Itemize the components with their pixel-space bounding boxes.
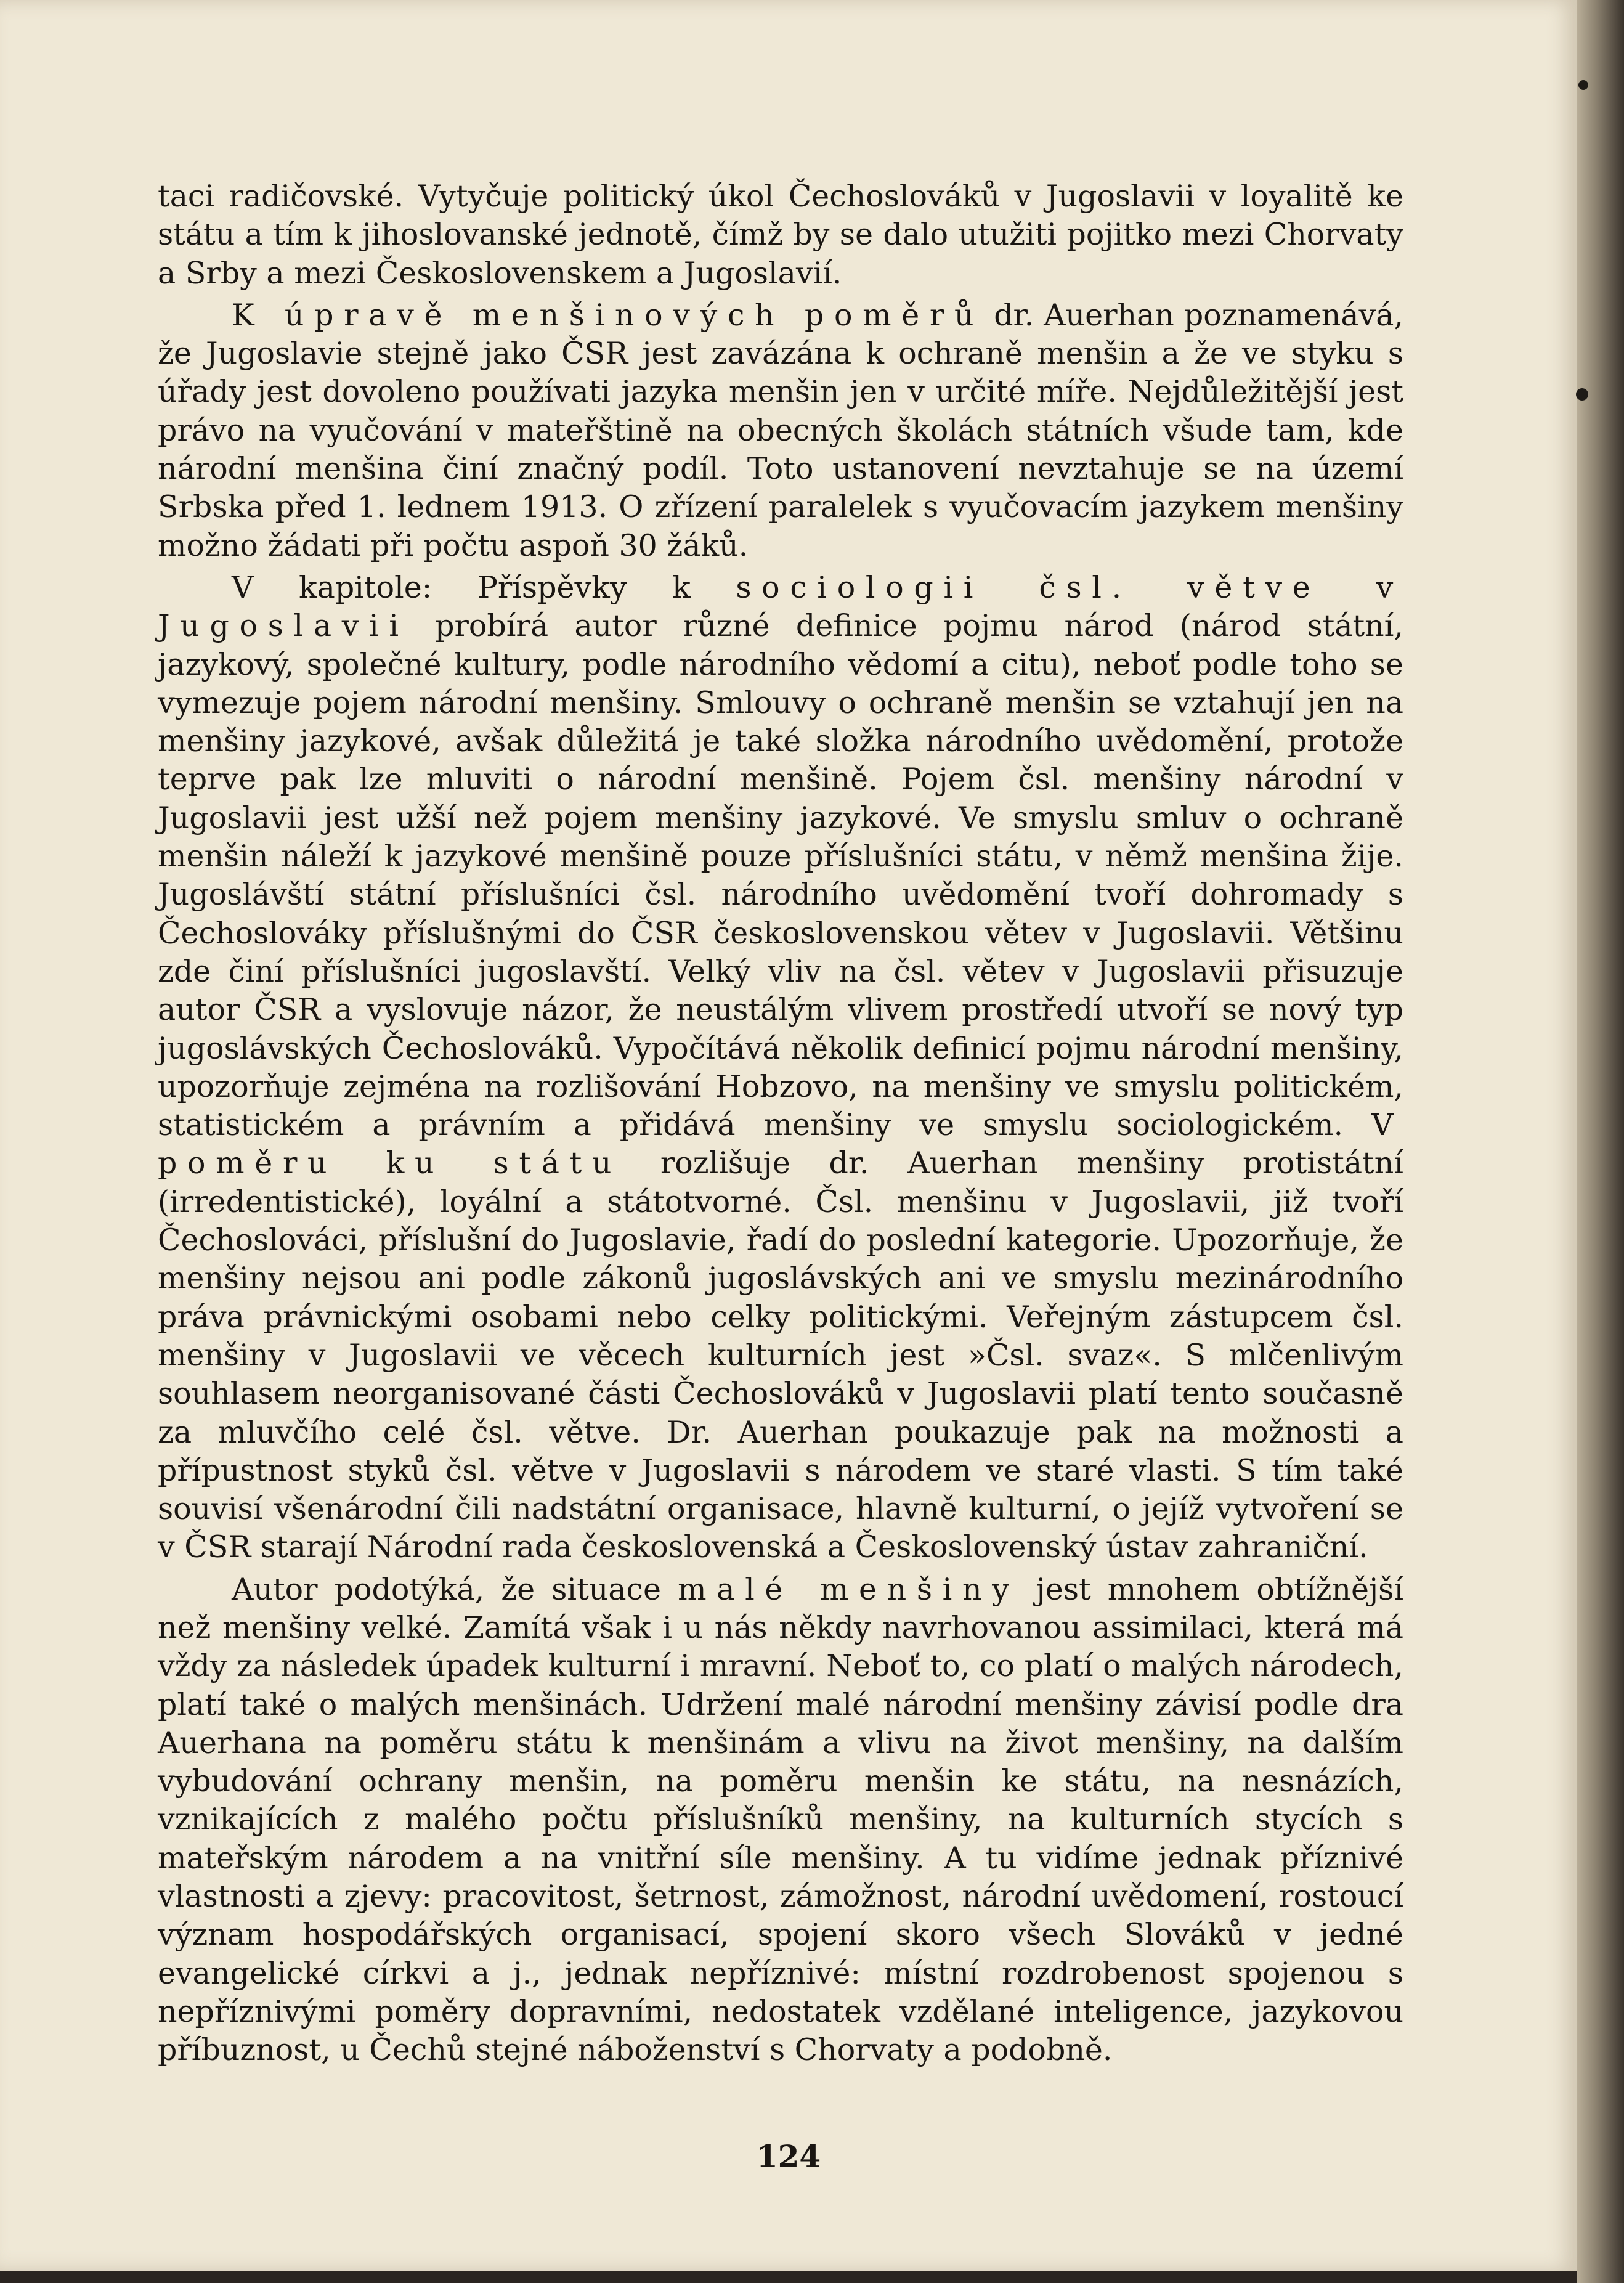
paragraph-minority-relations: [158, 296, 1403, 565]
emphasized-spaced-text: malé menšiny: [678, 1571, 1020, 1607]
text-segment: V kapitole: Příspěvky k: [232, 569, 736, 605]
text-segment: dr. Auerhan poznamenává, že Jugoslavie stejně jako ČSR jest zavázána k ochraně menšin a že ve styku s úřady jest dovoleno používati jazyka menšin jen v určité míře. Nejdůležitější jest právo na vyučování v mateřštině na obecných školách státních všude tam, kde národní menšina činí značný podíl. Toto ustanovení nevztahuje se na území Srbska před 1. lednem 1913. O zřízení paralelek s vyučovacím jazykem menšiny možno žádati při počtu aspoň 30 žáků.: [158, 297, 1403, 563]
book-spine-edge: [1577, 0, 1624, 2283]
emphasized-spaced-text: V poměru ku státu: [158, 1107, 1403, 1181]
page-number: 124: [756, 2138, 821, 2175]
text-segment: jest mnohem obtížnější než menšiny velké. Zamítá však i u nás někdy navrhovanou assimilaci, která má vždy za následek úpadek kulturní i mravní. Neboť to, co platí o malých národech, platí také o malých menšinách. Udržení malé národní menšiny závisí podle dra Auerhana na poměru státu k menšinám a vlivu na život menšiny, na dalším vybudování ochrany menšin, na poměru menšin ke státu, na nesnázích, vznikajících z malého počtu příslušníků menšiny, na kulturních stycích s mateřským národem a na vnitřní síle menšiny. A tu vidíme jednak příznivé vlastnosti a zjevy: pracovitost, šetrnost, zámožnost, národní uvědomení, rostoucí význam hospodářských organisací, spojení skoro všech Slováků v jedné evangelické církvi a j., jednak nepříznivé: místní rozdrobenost spojenou s nepříznivými poměry dopravními, nedostatek vzdělané inteligence, jazykovou příbuznost, u Čechů stejné náboženství s Chorvaty a podobně.: [158, 1571, 1403, 2068]
text-segment: taci radičovské. Vytyčuje politický úkol Čechoslováků v Jugoslavii v loyalitě ke státu a tím k jihoslovanské jednotě, čímž by se dalo utužiti pojitko mezi Chorvaty a Srby a mezi Československem a Jugoslavií.: [158, 179, 1403, 291]
margin-dot-mark: [1578, 80, 1588, 90]
paragraph-sociology: [158, 569, 1403, 1567]
paragraph-intro: [158, 177, 1403, 293]
body-text: [158, 177, 1403, 2073]
paragraph-small-minority: [158, 1571, 1403, 2070]
margin-dot-mark: [1576, 388, 1588, 401]
text-segment: rozlišuje dr. Auerhan menšiny protistátní (irredentistické), loyální a státotvorné. Čsl. menšinu v Jugoslavii, již tvoří Čechoslováci, příslušní do Jugoslavie, řadí do poslední kategorie. Upozorňuje, že menšiny nejsou ani podle zákonů jugoslávských ani ve smyslu mezinárodního práva právnickými osobami nebo celky politickými. Veřejným zástupcem čsl. menšiny v Jugoslavii ve věcech kulturních jest »Čsl. svaz«. S mlčenlivým souhlasem neorganisované části Čechoslováků v Jugoslavii platí tento současně za mluvčího celé čsl. větve. Dr. Auerhan poukazuje pak na možnosti a přípustnost styků čsl. větve v Jugoslavii s národem ve staré vlasti. S tím také souvisí všenárodní čili nadstátní organisace, hlavně kulturní, o jejíž vytvoření se v ČSR starají Národní rada československá a Československý ústav zahraniční.: [158, 1146, 1403, 1565]
emphasized-spaced-text: sociologii čsl. větve v Jugoslavii: [158, 569, 1403, 644]
emphasized-spaced-text: K úpravě menšinových poměrů: [232, 297, 985, 333]
text-segment: probírá autor různé definice pojmu národ (národ státní, jazykový, společné kultury, podle národního vědomí a citu), neboť podle toho se vymezuje pojem národní menšiny. Smlouvy o ochraně menšin se vztahují jen na menšiny jazykové, avšak důležitá je také složka národního uvědomění, protože teprve pak lze mluviti o národní menšině. Pojem čsl. menšiny národní v Jugoslavii jest užší než pojem menšiny jazykové. Ve smyslu smluv o ochraně menšin náleží k jazykové menšině pouze příslušníci státu, v němž menšina žije. Jugoslávští státní příslušníci čsl. národního uvědomění tvoří dohromady s Čechoslováky příslušnými do ČSR československou větev v Jugoslavii. Většinu zde činí příslušníci jugoslavští. Velký vliv na čsl. větev v Jugoslavii přisuzuje autor ČSR a vyslovuje názor, že neustálým vlivem prostředí utvoří se nový typ jugoslávských Čechoslováků. Vypočítává několik definicí pojmu národní menšiny, upozorňuje zejména na rozlišování Hobzovo, na menšiny ve smyslu politickém, statistickém a právním a přidává menšiny ve smyslu sociologickém.: [158, 608, 1403, 1143]
text-segment: Autor podotýká, že situace: [232, 1571, 678, 1607]
